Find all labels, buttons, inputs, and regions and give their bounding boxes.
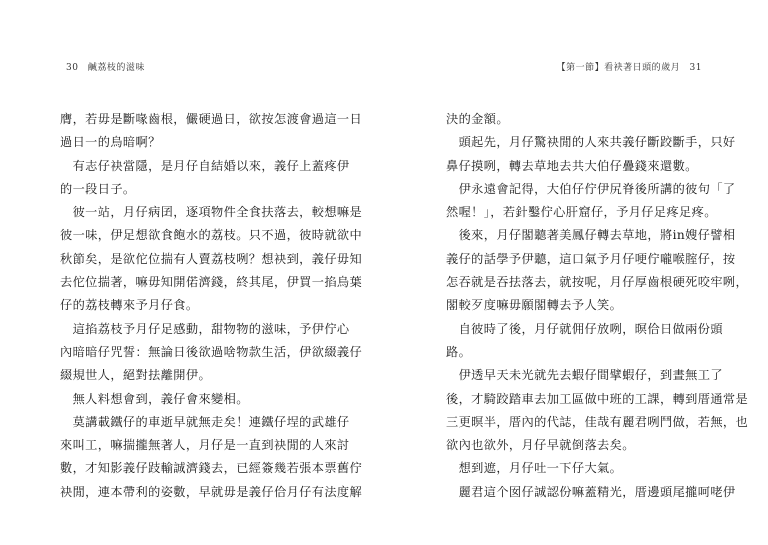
left-page-header <box>60 60 145 73</box>
text-line: 然喔！」，若針鑿佇心肝窟仔，予月仔足疼足疼。 <box>446 205 717 220</box>
text-line: 欲內也欲外，月仔早就倒落去矣。 <box>446 438 635 453</box>
right-page <box>384 0 768 545</box>
text-line: 仔的荔枝轉來予月仔食。 <box>60 298 199 313</box>
text-line: 怎吞就是吞抾落去，就按呢，月仔厚齒根硬死咬牢咧， <box>446 275 749 290</box>
text-line: 有志仔袂當隱，是月仔自結婚以來，義仔上蓋疼伊 <box>60 158 350 173</box>
text-line: 這掐荔枝予月仔足感動，甜物物的滋味，予伊佇心 <box>60 321 350 336</box>
text-line: 決的金額。 <box>446 112 509 126</box>
text-line: 內暗暗仔咒誓：無論日後欲過啥物款生活，伊欲綴義仔 <box>60 344 363 359</box>
text-line: 數，才知影義仔跂輸誠濟錢去，已經簽幾若張本票舊佇 <box>60 461 363 476</box>
text-line: 過日一的烏暗啊？ <box>60 135 161 150</box>
text-line: 秋節矣，是欲佗位揣有人賣荔枝咧？想袂到，義仔毋知 <box>60 251 363 266</box>
text-line: 來叫工，嘛揣攏無著人，月仔是一直到袂閒的人來討 <box>60 438 350 453</box>
text-line: 伊永遠會記得，大伯仔佇伊尻脊後所講的彼句「了 <box>446 181 736 196</box>
right-page-number: 31 <box>689 63 702 73</box>
text-line: 伊透早天未光就先去蝦仔間擘蝦仔，到晝無工了 <box>446 368 723 383</box>
text-line: 去佗位揣著，嘛毋知開偌濟錢，終其尾，伊買一掐烏葉 <box>60 275 363 290</box>
text-line: 莫講載鐵仔的車逝早就無走矣！連鐵仔埕的武雄仔 <box>60 414 350 429</box>
text-line: 三更暝半，厝內的代誌，佳哉有麗君咧鬥做，若無，也 <box>446 414 749 429</box>
right-page-header <box>557 60 708 73</box>
text-line: 後來，月仔閣聽著美鳳仔轉去草地，將in嫂仔譬相 <box>446 228 736 243</box>
text-line: 義仔的話學予伊聽，這口氣予月仔哽佇嚨喉腟仔，按 <box>446 251 736 266</box>
right-running-title: 【第一節】看袂著日頭的歲月 <box>556 63 681 73</box>
text-line: 無人料想會到，義仔會來變相。 <box>60 391 249 406</box>
text-line: 彼一味，伊足想欲食飽水的荔枝。只不過，彼時就欲中 <box>60 228 363 243</box>
text-line: 綴規世人，絕對抾離開伊。 <box>60 368 212 383</box>
left-page-number: 30 <box>66 63 79 73</box>
text-line: 袂閒，連本帶利的姿數，早就毋是義仔佮月仔有法度解 <box>60 484 363 499</box>
left-page-body <box>60 108 363 504</box>
text-line: 頭起先，月仔驚袂閒的人來共義仔斷跤斷手，只好 <box>446 135 736 150</box>
left-running-title: 鹹荔枝的滋味 <box>87 63 145 73</box>
text-line: 後，才騎跤踏車去加工區做中班的工課，轉到厝通常是 <box>446 391 749 406</box>
text-line: 的一段日子。 <box>60 181 136 196</box>
right-page-body <box>446 108 749 504</box>
text-line: 路。 <box>446 344 472 359</box>
text-line: 彼一站，月仔病囝，逐項物件全食扶落去，較想嘛是 <box>60 205 363 220</box>
text-line: 麗君這个囡仔誠認份嘛蓋精光，厝邊頭尾攏呵咾伊 <box>446 484 736 499</box>
text-line: 閣較歹度嘛毋願閣轉去予人笑。 <box>446 298 623 313</box>
text-line: 鼻仔摸咧，轉去草地去共大伯仔疊錢來還數。 <box>446 158 698 173</box>
text-line: 想到遮，月仔吐一下仔大氣。 <box>446 461 623 476</box>
text-line: 自彼時了後，月仔就佣仔放咧，暝佮日做兩份頭 <box>446 321 723 336</box>
text-line: 膺，若毋是斷喙齒根，儼硬過日，欲按怎渡會過這一日 <box>60 112 363 126</box>
